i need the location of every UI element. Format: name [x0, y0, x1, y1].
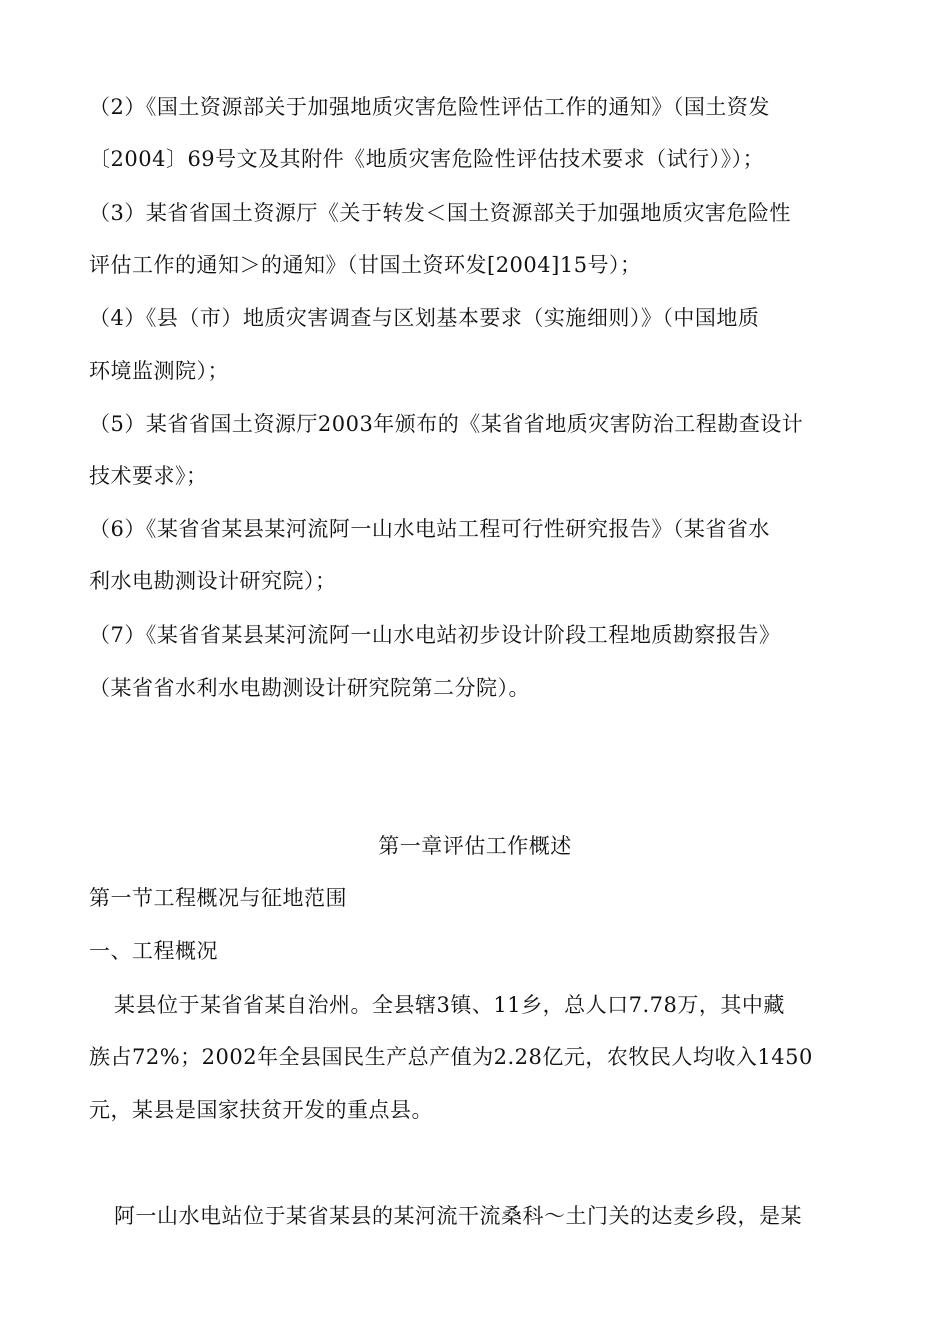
reference-4-line-2: 环境监测院）；	[89, 359, 229, 383]
reference-6-line-1: （6）《某省省某县某河流阿一山水电站工程可行性研究报告》（某省省水	[89, 517, 770, 541]
reference-3-line-1: （3）某省省国土资源厅《关于转发＜国土资源部关于加强地质灾害危险性	[89, 201, 791, 225]
paragraph-1-line-1: 某县位于某省省某自治州。全县辖3镇、11乡，总人口7.78万，其中藏	[114, 993, 785, 1017]
reference-2-line-1: （2）《国土资源部关于加强地质灾害危险性评估工作的通知》（国土资发	[89, 95, 770, 119]
reference-5-line-2: 技术要求》；	[89, 464, 208, 488]
reference-2-line-2: 〔2004〕69号文及其附件《地质灾害危险性评估技术要求（试行）》）；	[89, 147, 765, 171]
section-title: 第一节工程概况与征地范围	[89, 886, 347, 910]
reference-7-line-2: （某省省水利水电勘测设计研究院第二分院）。	[89, 676, 530, 700]
subsection-title: 一、工程概况	[89, 939, 218, 963]
paragraph-2-line-1: 阿一山水电站位于某省某县的某河流干流桑科～土门关的达麦乡段，是某	[114, 1204, 802, 1228]
reference-5-line-1: （5）某省省国土资源厅2003年颁布的《某省省地质灾害防治工程勘查设计	[89, 412, 804, 436]
reference-7-line-1: （7）《某省省某县某河流阿一山水电站初步设计阶段工程地质勘察报告》	[89, 623, 781, 647]
reference-4-line-1: （4）《县（市）地质灾害调查与区划基本要求（实施细则）》（中国地质	[89, 306, 760, 330]
paragraph-1-line-2: 族占72%；2002年全县国民生产总产值为2.28亿元，农牧民人均收入1450	[89, 1045, 813, 1069]
reference-3-line-2: 评估工作的通知＞的通知》（甘国土资环发[2004]15号）；	[89, 253, 642, 277]
chapter-title: 第一章评估工作概述	[378, 834, 572, 858]
paragraph-1-line-3: 元，某县是国家扶贫开发的重点县。	[89, 1098, 433, 1122]
reference-6-line-2: 利水电勘测设计研究院）；	[89, 569, 337, 593]
